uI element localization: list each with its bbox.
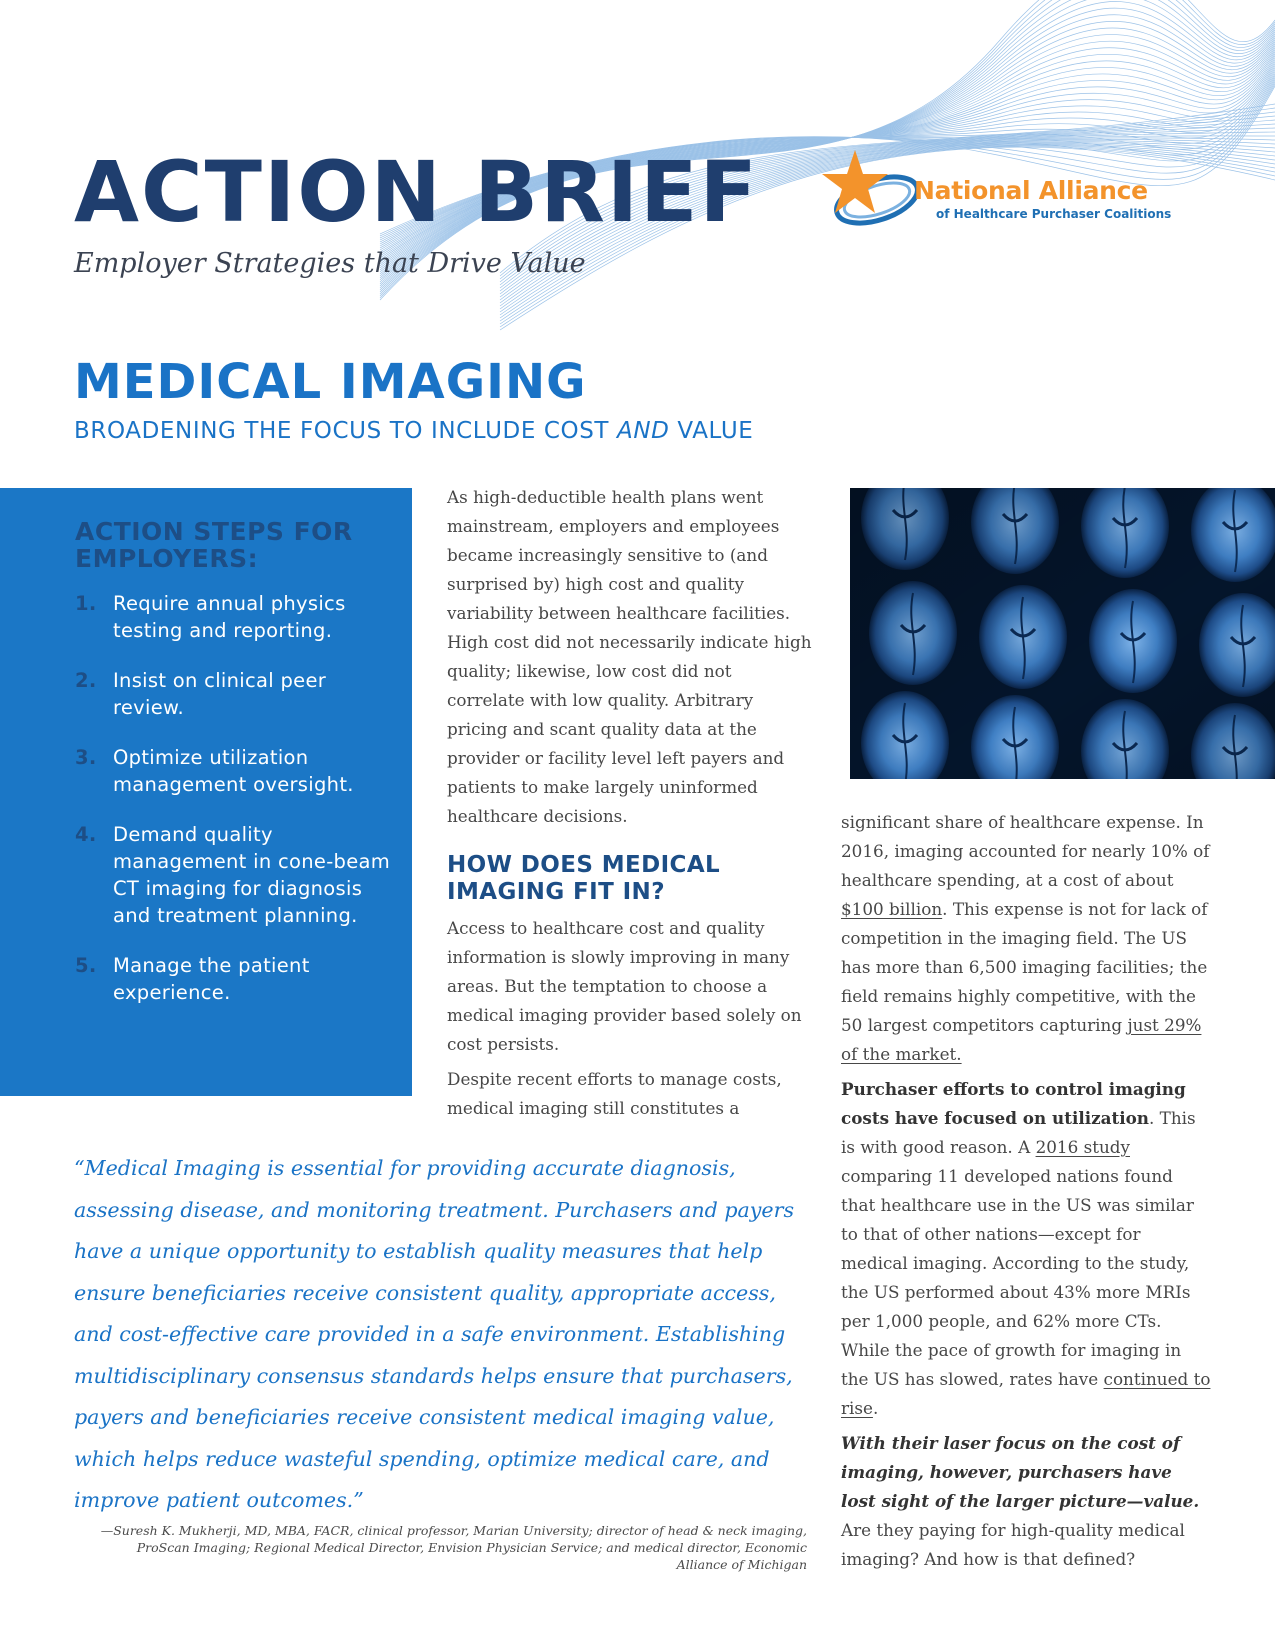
intro-paragraph: As high-deductible health plans went mainstream, employers and employees became increasingly sensitive to (and surprised by) high cost and quality variability between healthcare facilities. High cost did not necessarily indicate high quality; likewise, low cost did not correlate with low quality. Arbitrary pricing and scant quality data at the provider or facility level left payers and patients to make largely uninformed healthcare decisions. [447,487,812,826]
logo-wordmark: National Alliance [914,176,1148,205]
body-column-right [841,808,1211,1580]
action-step: 1. Require annual physics testing and reporting. [75,592,346,642]
section-heading: HOW DOES MEDICAL IMAGING FIT IN? [447,852,721,905]
link-continued-to-rise[interactable]: continued to rise [841,1369,1211,1418]
action-step: 2. Insist on clinical peer review. [75,669,327,719]
action-step: 4. Demand quality management in cone-beam CT imaging for diagnosis and treatment planning. [75,823,391,927]
link-market-share[interactable]: just 29% of the market. [841,1015,1202,1064]
article-subtitle: BROADENING THE FOCUS TO INCLUDE COST AND VALUE [74,418,754,444]
brain-mri-photo [850,488,1275,779]
link-100-billion[interactable]: $100 billion [841,899,943,919]
document-subtitle: Employer Strategies that Drive Value [74,248,586,279]
action-step: 3. Optimize utilization management oversight. [75,746,354,796]
action-steps-list [75,590,395,1029]
body-paragraph: Despite recent efforts to manage costs, medical imaging still constitutes a [447,1069,782,1118]
body-column-middle [447,914,813,1129]
body-paragraph: Purchaser efforts to control imaging costs have focused on utilization. This is with good reason. A 2016 study comparing 11 developed nations found that healthcare use in the US was similar to that of other nations—except for medical imaging. According to the study, the US performed about 43% more MRIs per 1,000 people, and 62% more CTs. While the pace of growth for imaging in the US has slowed, rates have continued to rise. [841,1079,1211,1418]
pull-quote: “Medical Imaging is essential for providing accurate diagnosis, assessing disease, and monitoring treatment. Purchasers and payers have a unique opportunity to establish quality measures that help ensure beneficiaries receive consistent quality, appropriate access, and cost-effective care provided in a safe environment. Establishing multidisciplinary consensus standards helps ensure that purchasers, payers and beneficiaries receive consistent medical imaging value, which helps reduce wasteful spending, optimize medical care, and improve patient outcomes.” [74,1156,795,1512]
action-step: 5. Manage the patient experience. [75,954,310,1004]
quote-attribution: —Suresh K. Mukherji, MD, MBA, FACR, clinical professor, Marian University; director of head & neck imaging, ProScan Imaging; Regional Medical Director, Envision Physician Service; and medical director, Economic Alliance of Michigan [100,1523,807,1572]
body-paragraph: Access to healthcare cost and quality information is slowly improving in many areas. But the temptation to choose a medical imaging provider based solely on cost persists. [447,918,802,1054]
logo-tagline: of Healthcare Purchaser Coalitions [936,207,1172,221]
document-title: ACTION BRIEF [74,143,759,241]
article-title: MEDICAL IMAGING [74,354,587,410]
body-paragraph: With their laser focus on the cost of imaging, however, purchasers have lost sight of the larger picture—value. Are they paying for high-quality medical imaging? And how is that defined? [841,1433,1200,1569]
body-paragraph: significant share of healthcare expense. In 2016, imaging accounted for nearly 10% of healthcare spending, at a cost of about $100 billion. This expense is not for lack of competition in the imaging field. The US has more than 6,500 imaging facilities; the field remains highly competitive, with the 50 largest competitors capturing just 29% of the market. [841,812,1210,1064]
link-2016-study[interactable]: 2016 study [1035,1137,1130,1157]
action-steps-heading: ACTION STEPS FOR EMPLOYERS: [75,517,353,573]
